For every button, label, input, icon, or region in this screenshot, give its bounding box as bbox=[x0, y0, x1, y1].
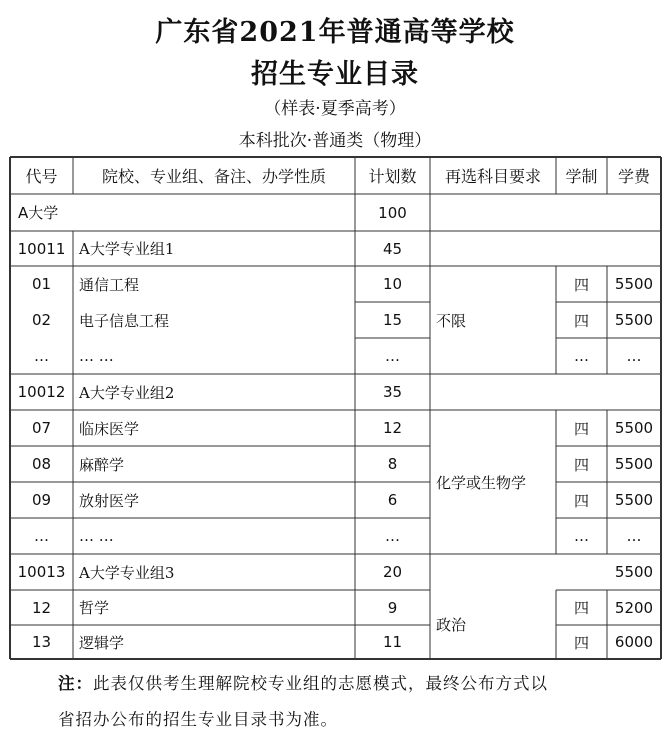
major-years: 四 bbox=[573, 311, 589, 330]
note-label: 注： bbox=[58, 674, 93, 693]
major-name: 麻醉学 bbox=[79, 455, 125, 474]
note-line1 bbox=[58, 670, 548, 694]
ellipsis-name: … … bbox=[79, 527, 114, 545]
major-plan: 15 bbox=[382, 311, 403, 329]
ellipsis-years: … bbox=[574, 527, 589, 545]
group-plan: 35 bbox=[382, 383, 403, 401]
major-years: 四 bbox=[573, 633, 589, 652]
ellipsis-plan: … bbox=[385, 347, 400, 365]
note-line2: 省招办公布的招生专业目录书为准。 bbox=[58, 710, 338, 729]
header-fee: 学费 bbox=[617, 167, 650, 186]
major-code: 08 bbox=[31, 455, 52, 473]
requirement-group2: 化学或生物学 bbox=[436, 473, 527, 492]
major-name: 电子信息工程 bbox=[79, 311, 170, 330]
ellipsis-code: … bbox=[34, 347, 49, 365]
header-name: 院校、专业组、备注、办学性质 bbox=[101, 167, 326, 186]
ellipsis-name: … … bbox=[79, 347, 114, 365]
major-plan: 9 bbox=[387, 598, 398, 617]
major-name: 通信工程 bbox=[79, 275, 140, 294]
note-text-1: 此表仅供考生理解院校专业组的志愿模式，最终公布方式以 bbox=[93, 674, 548, 693]
major-code: 02 bbox=[31, 311, 52, 329]
university-plan: 100 bbox=[378, 203, 407, 222]
header-years: 学制 bbox=[565, 167, 598, 186]
major-years: 四 bbox=[573, 455, 589, 474]
group-name: A大学专业组2 bbox=[79, 383, 175, 402]
major-years: 四 bbox=[573, 419, 589, 438]
ellipsis-plan: … bbox=[385, 527, 400, 545]
group-name: A大学专业组3 bbox=[79, 563, 175, 582]
major-fee: 5200 bbox=[614, 598, 654, 617]
major-fee: 5500 bbox=[614, 419, 654, 437]
major-fee: 5500 bbox=[614, 455, 654, 473]
major-years: 四 bbox=[573, 275, 589, 294]
major-code: 13 bbox=[31, 633, 52, 651]
major-fee: 6000 bbox=[614, 633, 654, 651]
major-years: 四 bbox=[573, 599, 589, 617]
group-code: 10012 bbox=[17, 383, 66, 401]
major-plan: 8 bbox=[387, 455, 398, 473]
group-name: A大学专业组1 bbox=[79, 240, 175, 258]
major-name: 临床医学 bbox=[79, 419, 140, 438]
group-plan: 45 bbox=[382, 239, 403, 258]
major-code: 12 bbox=[31, 598, 52, 617]
ellipsis-code: … bbox=[34, 527, 49, 545]
batch-label: 本科批次·普通类（物理） bbox=[238, 131, 432, 151]
major-plan: 12 bbox=[382, 419, 403, 437]
document-title-line1: 广东省2021年普通高等学校 bbox=[155, 17, 515, 48]
ellipsis-years: … bbox=[574, 347, 589, 365]
major-name: 逻辑学 bbox=[79, 633, 125, 652]
ellipsis-fee: … bbox=[626, 527, 642, 545]
major-code: 09 bbox=[31, 491, 52, 509]
major-years: 四 bbox=[573, 491, 589, 510]
ellipsis-fee: … bbox=[626, 347, 642, 365]
document-title-line2: 招生专业目录 bbox=[251, 59, 419, 90]
major-fee: 5500 bbox=[614, 275, 654, 293]
major-plan: 11 bbox=[382, 633, 403, 651]
group-code: 10013 bbox=[17, 563, 66, 581]
major-plan: 6 bbox=[387, 491, 398, 509]
major-code: 07 bbox=[31, 419, 52, 437]
group-plan: 20 bbox=[382, 563, 403, 581]
major-name: 放射医学 bbox=[79, 491, 140, 510]
major-plan: 10 bbox=[382, 275, 403, 293]
major-fee: 5500 bbox=[614, 311, 654, 329]
group-code: 10011 bbox=[17, 239, 66, 258]
major-code: 01 bbox=[31, 275, 52, 293]
requirement-group3: 政治 bbox=[436, 616, 467, 634]
header-requirement: 再选科目要求 bbox=[444, 167, 541, 186]
group-fee: 5500 bbox=[614, 563, 654, 581]
header-code: 代号 bbox=[25, 167, 58, 186]
requirement-group1: 不限 bbox=[436, 311, 467, 330]
university-name: A大学 bbox=[18, 204, 59, 222]
major-fee: 5500 bbox=[614, 491, 654, 509]
major-name: 哲学 bbox=[79, 599, 110, 617]
document-subtitle: （样表·夏季高考） bbox=[264, 99, 406, 119]
header-plan: 计划数 bbox=[368, 167, 417, 186]
